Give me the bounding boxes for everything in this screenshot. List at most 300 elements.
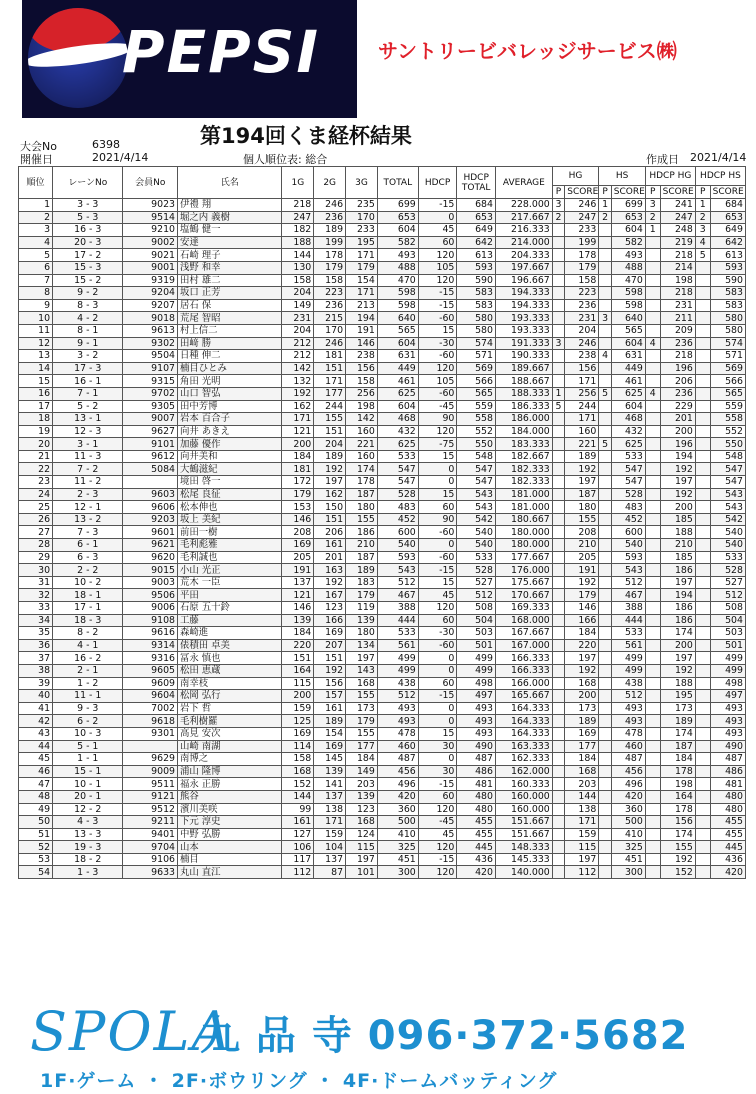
cell-hg-score: 115 — [565, 841, 599, 854]
cell-total: 533 — [377, 627, 418, 640]
cell-g2: 236 — [314, 299, 346, 312]
cell-name: 中野 弘勝 — [178, 828, 282, 841]
cell-hs-p — [599, 690, 611, 703]
cell-hg-p: 3 — [552, 199, 564, 212]
cell-name: 田村 雄二 — [178, 274, 282, 287]
table-row — [19, 236, 746, 249]
cell-hdcp-hs-score: 583 — [710, 287, 745, 300]
table-row — [19, 413, 746, 426]
cell-hdcp: 15 — [418, 576, 457, 589]
cell-g3: 179 — [346, 589, 378, 602]
cell-hdcp: 0 — [418, 715, 457, 728]
cell-hs-score: 543 — [611, 564, 645, 577]
cell-hs-p — [599, 337, 611, 350]
cell-hdcp-total: 558 — [457, 413, 496, 426]
cell-hdcp-hg-p — [645, 413, 660, 426]
cell-g2: 179 — [314, 261, 346, 274]
cell-hdcp-hg-p — [645, 551, 660, 564]
cell-rank: 20 — [19, 438, 53, 451]
cell-g3: 155 — [346, 727, 378, 740]
cell-hdcp-hg-score: 185 — [660, 551, 695, 564]
table-row — [19, 778, 746, 791]
cell-hs-p: 4 — [599, 350, 611, 363]
cell-name: 楠目ひとみ — [178, 362, 282, 375]
cell-hdcp-hs-score: 580 — [710, 312, 745, 325]
cell-g1: 184 — [282, 450, 314, 463]
cell-total: 493 — [377, 715, 418, 728]
cell-hdcp-hs-p: 5 — [695, 249, 710, 262]
cell-hdcp-hg-p — [645, 287, 660, 300]
cell-g1: 146 — [282, 602, 314, 615]
cell-hdcp-hg-p — [645, 576, 660, 589]
cell-hdcp-hs-score: 642 — [710, 236, 745, 249]
cell-hdcp-hg-p — [645, 261, 660, 274]
cell-hdcp-hs-score: 503 — [710, 627, 745, 640]
cell-name: 山崎 南湖 — [178, 740, 282, 753]
cell-hdcp-total: 480 — [457, 803, 496, 816]
cell-rank: 7 — [19, 274, 53, 287]
cell-rank: 40 — [19, 690, 53, 703]
cell-total: 582 — [377, 236, 418, 249]
col-total: TOTAL — [377, 167, 418, 199]
cell-hdcp-hg-score: 211 — [660, 312, 695, 325]
cell-member-no: 9512 — [123, 803, 178, 816]
cell-hs-p: 1 — [599, 199, 611, 212]
cell-hdcp-hg-score: 174 — [660, 828, 695, 841]
cell-lane: 4 - 3 — [53, 816, 123, 829]
cell-average: 181.000 — [495, 501, 552, 514]
cell-hdcp-hs-score: 508 — [710, 602, 745, 615]
cell-hg-score: 244 — [565, 400, 599, 413]
cell-total: 360 — [377, 803, 418, 816]
cell-hdcp-hs-score: 583 — [710, 299, 745, 312]
cell-member-no: 9314 — [123, 639, 178, 652]
cell-hdcp-hg-p — [645, 740, 660, 753]
cell-member-no: 9101 — [123, 438, 178, 451]
page-title: 第194回くま経杯結果 — [200, 124, 412, 148]
cell-name: 平田 — [178, 589, 282, 602]
cell-g3: 178 — [346, 476, 378, 489]
cell-hg-p — [552, 501, 564, 514]
cell-hdcp-hg-p — [645, 450, 660, 463]
cell-name: 松岡 弘行 — [178, 690, 282, 703]
cell-average: 193.333 — [495, 324, 552, 337]
cell-hg-p: 2 — [552, 211, 564, 224]
cell-hdcp: -15 — [418, 778, 457, 791]
cell-hs-score: 540 — [611, 539, 645, 552]
cell-hdcp-hg-p — [645, 690, 660, 703]
cell-g1: 200 — [282, 690, 314, 703]
cell-hdcp-hs-score: 445 — [710, 841, 745, 854]
cell-rank: 26 — [19, 513, 53, 526]
cell-hg-score: 200 — [565, 690, 599, 703]
cell-hdcp-hg-score: 248 — [660, 224, 695, 237]
cell-hs-score: 604 — [611, 224, 645, 237]
cell-hdcp: 45 — [418, 224, 457, 237]
cell-hdcp-hs-score: 558 — [710, 413, 745, 426]
cell-rank: 12 — [19, 337, 53, 350]
cell-hdcp-hs-score: 493 — [710, 727, 745, 740]
table-row — [19, 841, 746, 854]
cell-lane: 12 - 3 — [53, 425, 123, 438]
cell-hg-score: 246 — [565, 337, 599, 350]
table-row — [19, 425, 746, 438]
cell-g2: 145 — [314, 753, 346, 766]
cell-hdcp-hg-score: 231 — [660, 299, 695, 312]
cell-hdcp-total: 653 — [457, 211, 496, 224]
cell-hdcp-total: 569 — [457, 362, 496, 375]
cell-name: 前田一樹 — [178, 526, 282, 539]
cell-hs-score: 460 — [611, 740, 645, 753]
cell-hdcp-hs-score: 590 — [710, 274, 745, 287]
cell-lane: 3 - 1 — [53, 438, 123, 451]
cell-lane: 12 - 1 — [53, 501, 123, 514]
cell-name: 冨永 慎也 — [178, 652, 282, 665]
table-row — [19, 627, 746, 640]
cell-hdcp-total: 436 — [457, 853, 496, 866]
cell-rank: 32 — [19, 589, 53, 602]
cell-name: 下元 淳史 — [178, 816, 282, 829]
cell-g2: 104 — [314, 841, 346, 854]
col-hg: HG — [552, 167, 599, 186]
cell-hs-p — [599, 853, 611, 866]
cell-g1: 247 — [282, 211, 314, 224]
cell-g2: 207 — [314, 639, 346, 652]
cell-member-no: 9633 — [123, 866, 178, 879]
cell-name: 田﨑 勝 — [178, 337, 282, 350]
cell-hg-p — [552, 727, 564, 740]
table-row — [19, 702, 746, 715]
cell-hdcp-hg-p: 2 — [645, 211, 660, 224]
cell-hs-score: 593 — [611, 551, 645, 564]
cell-hg-p — [552, 312, 564, 325]
table-row — [19, 400, 746, 413]
cell-g2: 138 — [314, 803, 346, 816]
cell-hg-p — [552, 526, 564, 539]
cell-g2: 151 — [314, 652, 346, 665]
cell-rank: 44 — [19, 740, 53, 753]
cell-hs-score: 410 — [611, 828, 645, 841]
cell-hdcp-hs-score: 593 — [710, 261, 745, 274]
cell-hg-p: 5 — [552, 400, 564, 413]
cell-hdcp: 60 — [418, 236, 457, 249]
cell-hdcp: -30 — [418, 627, 457, 640]
cell-rank: 33 — [19, 602, 53, 615]
cell-hs-score: 547 — [611, 463, 645, 476]
cell-hdcp-hs-score: 504 — [710, 614, 745, 627]
cell-hdcp-hs-score: 550 — [710, 438, 745, 451]
cell-total: 604 — [377, 400, 418, 413]
cell-total: 300 — [377, 866, 418, 879]
cell-hdcp: -15 — [418, 299, 457, 312]
cell-hdcp-hs-score: 566 — [710, 375, 745, 388]
cell-hdcp: 15 — [418, 727, 457, 740]
cell-g2: 171 — [314, 375, 346, 388]
cell-hdcp-hs-p — [695, 438, 710, 451]
pepsi-globe-icon — [28, 8, 128, 108]
cell-hdcp-total: 527 — [457, 576, 496, 589]
cell-hg-p — [552, 438, 564, 451]
cell-hdcp-hs-score: 533 — [710, 551, 745, 564]
cell-total: 625 — [377, 387, 418, 400]
cell-hg-score: 256 — [565, 387, 599, 400]
cell-hg-score: 189 — [565, 715, 599, 728]
cell-hs-p — [599, 816, 611, 829]
cell-hg-p — [552, 425, 564, 438]
cell-hg-p — [552, 677, 564, 690]
cell-total: 625 — [377, 438, 418, 451]
table-row — [19, 664, 746, 677]
cell-hg-score: 197 — [565, 853, 599, 866]
cell-hdcp-hg-score: 209 — [660, 324, 695, 337]
cell-hs-score: 493 — [611, 249, 645, 262]
event-no-label: 大会No — [20, 140, 57, 153]
cell-hs-p — [599, 841, 611, 854]
cell-g3: 197 — [346, 652, 378, 665]
cell-hdcp-hs-score: 542 — [710, 513, 745, 526]
cell-hdcp-hg-score: 198 — [660, 274, 695, 287]
cell-member-no: 9319 — [123, 274, 178, 287]
cell-hs-score: 493 — [611, 702, 645, 715]
cell-average: 191.333 — [495, 337, 552, 350]
cell-g2: 156 — [314, 677, 346, 690]
table-row — [19, 438, 746, 451]
cell-g3: 186 — [346, 526, 378, 539]
cell-hg-score: 238 — [565, 350, 599, 363]
cell-lane: 3 - 3 — [53, 199, 123, 212]
cell-hg-score: 192 — [565, 576, 599, 589]
cell-hdcp-hs-p — [695, 702, 710, 715]
table-row — [19, 299, 746, 312]
cell-g3: 179 — [346, 261, 378, 274]
cell-g1: 112 — [282, 866, 314, 879]
cell-hdcp-hg-score: 236 — [660, 337, 695, 350]
table-row — [19, 513, 746, 526]
cell-total: 540 — [377, 539, 418, 552]
created-date: 2021/4/14 — [690, 151, 747, 164]
cell-g1: 149 — [282, 299, 314, 312]
cell-g2: 158 — [314, 274, 346, 287]
cell-g3: 155 — [346, 690, 378, 703]
cell-rank: 6 — [19, 261, 53, 274]
cell-hs-score: 582 — [611, 236, 645, 249]
cell-total: 451 — [377, 853, 418, 866]
cell-hdcp-hs-score: 574 — [710, 337, 745, 350]
cell-g1: 188 — [282, 236, 314, 249]
cell-hs-score: 528 — [611, 488, 645, 501]
cell-hg-score: 191 — [565, 564, 599, 577]
cell-hs-p — [599, 677, 611, 690]
cell-hg-score: 180 — [565, 501, 599, 514]
cell-hdcp-hg-score: 197 — [660, 476, 695, 489]
cell-average: 177.667 — [495, 551, 552, 564]
cell-total: 528 — [377, 488, 418, 501]
cell-average: 186.333 — [495, 400, 552, 413]
cell-total: 600 — [377, 526, 418, 539]
cell-g3: 189 — [346, 564, 378, 577]
cell-average: 151.667 — [495, 816, 552, 829]
cell-g3: 123 — [346, 803, 378, 816]
col-g1: 1G — [282, 167, 314, 199]
table-row — [19, 866, 746, 879]
cell-hdcp-hs-score: 559 — [710, 400, 745, 413]
table-row — [19, 501, 746, 514]
cell-hdcp: 0 — [418, 652, 457, 665]
cell-hg-score: 223 — [565, 287, 599, 300]
cell-total: 444 — [377, 614, 418, 627]
cell-name: 楠目 — [178, 853, 282, 866]
cell-hdcp-hg-score: 189 — [660, 715, 695, 728]
cell-hdcp-total: 580 — [457, 312, 496, 325]
cell-hs-p — [599, 274, 611, 287]
cell-hdcp-hs-p — [695, 425, 710, 438]
cell-hdcp-hg-p: 1 — [645, 224, 660, 237]
cell-hdcp: 90 — [418, 513, 457, 526]
cell-rank: 39 — [19, 677, 53, 690]
cell-average: 151.667 — [495, 828, 552, 841]
cell-hs-p — [599, 413, 611, 426]
cell-hdcp-hs-score: 480 — [710, 790, 745, 803]
cell-hg-p — [552, 362, 564, 375]
spola-logo: SPOLA — [30, 1000, 233, 1063]
cell-hg-p — [552, 576, 564, 589]
cell-hdcp-hs-p — [695, 765, 710, 778]
cell-rank: 30 — [19, 564, 53, 577]
table-row — [19, 375, 746, 388]
cell-total: 565 — [377, 324, 418, 337]
cell-g2: 171 — [314, 816, 346, 829]
cell-member-no: 9207 — [123, 299, 178, 312]
cell-g3: 187 — [346, 488, 378, 501]
cell-hs-p — [599, 740, 611, 753]
cell-name: 塩鶴 健一 — [178, 224, 282, 237]
date-label: 開催日 — [20, 153, 53, 166]
cell-hs-score: 598 — [611, 287, 645, 300]
cell-rank: 19 — [19, 425, 53, 438]
table-row — [19, 740, 746, 753]
cell-member-no: 9305 — [123, 400, 178, 413]
cell-hdcp-hg-score: 186 — [660, 564, 695, 577]
cell-hg-score: 197 — [565, 652, 599, 665]
cell-hs-p — [599, 576, 611, 589]
cell-lane: 10 - 1 — [53, 778, 123, 791]
cell-g2: 87 — [314, 866, 346, 879]
cell-g1: 132 — [282, 375, 314, 388]
cell-total: 512 — [377, 690, 418, 703]
cell-hdcp-total: 580 — [457, 324, 496, 337]
cell-hdcp-hg-p — [645, 803, 660, 816]
cell-lane: 6 - 1 — [53, 539, 123, 552]
cell-hdcp-hs-score: 498 — [710, 677, 745, 690]
cell-hs-score: 468 — [611, 413, 645, 426]
cell-average: 164.333 — [495, 715, 552, 728]
cell-total: 512 — [377, 576, 418, 589]
cell-g3: 233 — [346, 224, 378, 237]
cell-lane: 10 - 3 — [53, 727, 123, 740]
cell-g3: 160 — [346, 450, 378, 463]
cell-hdcp-hg-p — [645, 324, 660, 337]
col-hs-p: P — [599, 186, 611, 199]
cell-hs-p — [599, 488, 611, 501]
cell-average: 214.000 — [495, 236, 552, 249]
cell-hdcp-hs-p — [695, 287, 710, 300]
cell-hdcp-hs-p — [695, 602, 710, 615]
cell-hdcp-hs-p — [695, 790, 710, 803]
cell-hdcp-hs-score: 486 — [710, 765, 745, 778]
cell-total: 547 — [377, 463, 418, 476]
cell-hg-score: 184 — [565, 753, 599, 766]
cell-hg-score: 168 — [565, 765, 599, 778]
cell-total: 533 — [377, 450, 418, 463]
cell-hs-p — [599, 727, 611, 740]
cell-hs-score: 449 — [611, 362, 645, 375]
cell-hdcp-hs-p — [695, 803, 710, 816]
cell-average: 184.000 — [495, 425, 552, 438]
cell-hdcp-hg-score: 192 — [660, 853, 695, 866]
cell-hs-p — [599, 450, 611, 463]
cell-hdcp-hg-p — [645, 375, 660, 388]
cell-hdcp-hg-score: 173 — [660, 702, 695, 715]
cell-name: 居石 保 — [178, 299, 282, 312]
cell-g1: 182 — [282, 224, 314, 237]
cell-lane: 15 - 3 — [53, 261, 123, 274]
cell-hdcp: -45 — [418, 400, 457, 413]
cell-member-no: 9506 — [123, 589, 178, 602]
cell-lane: 4 - 1 — [53, 639, 123, 652]
cell-g1: 169 — [282, 539, 314, 552]
cell-hdcp-hg-score: 236 — [660, 387, 695, 400]
table-row — [19, 853, 746, 866]
cell-hdcp: 120 — [418, 866, 457, 879]
cell-lane: 8 - 2 — [53, 627, 123, 640]
cell-member-no: 9613 — [123, 324, 178, 337]
cell-hdcp-total: 486 — [457, 765, 496, 778]
cell-hdcp: 15 — [418, 488, 457, 501]
cell-hs-score: 500 — [611, 816, 645, 829]
cell-g3: 154 — [346, 274, 378, 287]
cell-hg-p — [552, 828, 564, 841]
cell-member-no: 9627 — [123, 425, 178, 438]
cell-average: 183.333 — [495, 438, 552, 451]
cell-hdcp-hs-score: 653 — [710, 211, 745, 224]
cell-hdcp-hg-p — [645, 425, 660, 438]
cell-rank: 43 — [19, 727, 53, 740]
col-hdcp-total: HDCP TOTAL — [457, 167, 496, 199]
cell-average: 188.333 — [495, 387, 552, 400]
cell-hdcp-hg-p — [645, 299, 660, 312]
cell-hdcp-total: 649 — [457, 224, 496, 237]
cell-hg-p — [552, 602, 564, 615]
cell-average: 169.333 — [495, 602, 552, 615]
cell-member-no: 9210 — [123, 224, 178, 237]
cell-member-no: 9108 — [123, 614, 178, 627]
cell-g1: 144 — [282, 249, 314, 262]
cell-average: 167.667 — [495, 627, 552, 640]
cell-hs-p — [599, 476, 611, 489]
cell-hs-p — [599, 375, 611, 388]
cell-lane: 13 - 3 — [53, 828, 123, 841]
cell-g2: 244 — [314, 400, 346, 413]
results-table — [18, 166, 746, 879]
cell-hg-p — [552, 249, 564, 262]
cell-g1: 164 — [282, 664, 314, 677]
cell-hg-score: 166 — [565, 614, 599, 627]
cell-name: 松本伸也 — [178, 501, 282, 514]
cell-hs-score: 487 — [611, 753, 645, 766]
cell-hg-score: 171 — [565, 413, 599, 426]
cell-hs-p — [599, 652, 611, 665]
cell-total: 449 — [377, 362, 418, 375]
